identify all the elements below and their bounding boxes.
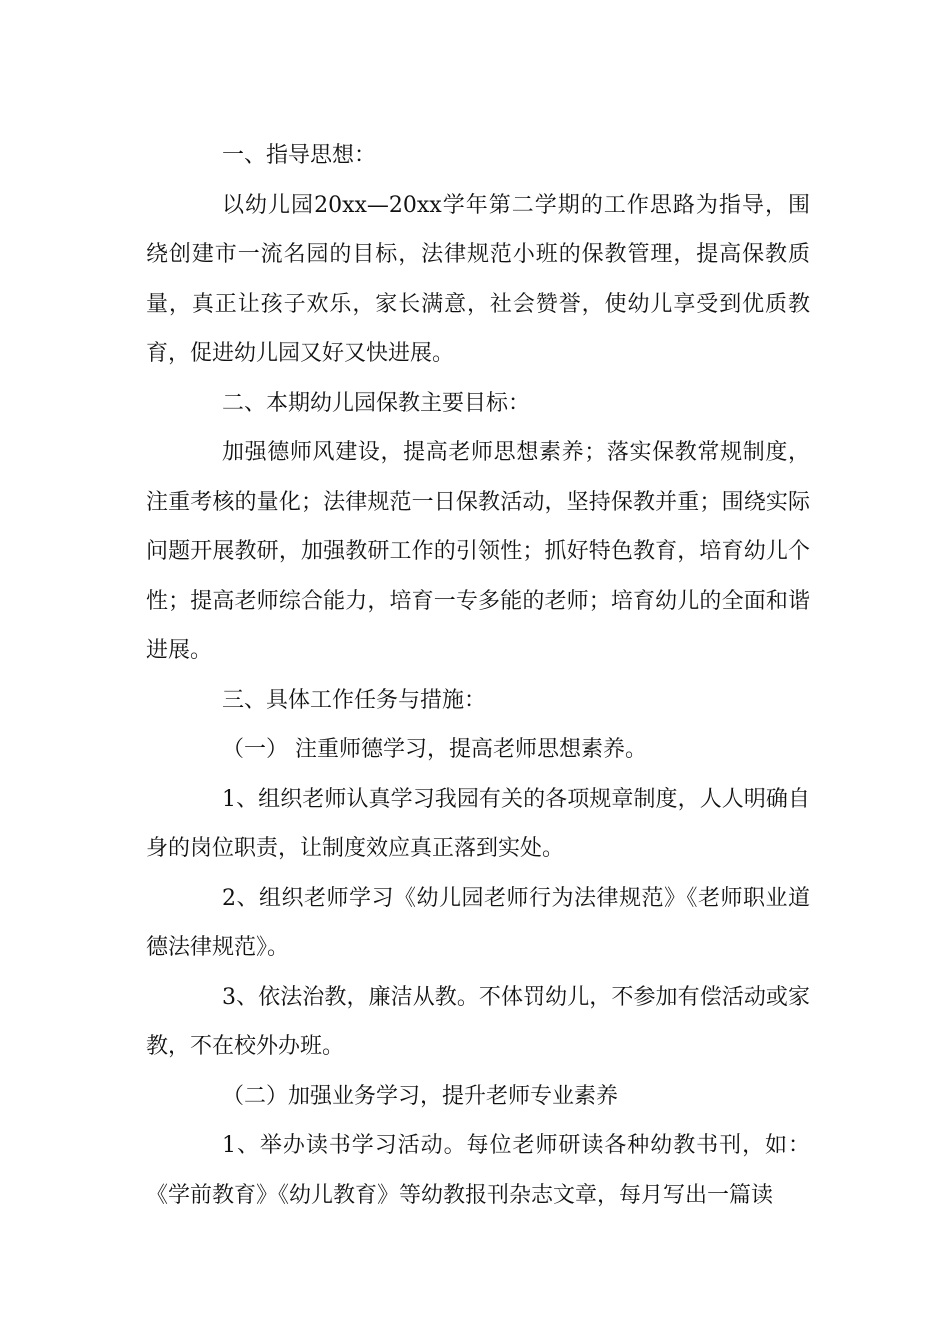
paragraph-main-goals: 加强德师风建设，提高老师思想素养；落实保教常规制度，注重考核的量化；法律规范一日保教活动，坚持保教并重；围绕实际问题开展教研，加强教研工作的引领性；抓好特色教育，培育幼儿个性；提高老师综合能力，培育一专多能的老师；培育幼儿的全面和谐进展。 [146,440,810,663]
list-item: 1、组织老师认真学习我园有关的各项规章制度，人人明确自身的岗位职责，让制度效应真正落到实处。 [146,786,810,861]
paragraph-guiding-thought: 以幼儿园20xx—20xx学年第二学期的工作思路为指导，围绕创建市一流名园的目标，法律规范小班的保教管理，提高保教质量，真正让孩子欢乐，家长满意，社会赞誉，使幼儿享受到优质教育，促进幼儿园又好又快进展。 [146,192,810,366]
subsection-heading-professional-study: （二）加强业务学习，提升老师专业素养 [222,1083,619,1109]
section-heading-guiding-thought: 一、指导思想： [222,143,377,168]
section-heading-tasks-measures: 三、具体工作任务与措施： [222,687,487,713]
list-item: 1、举办读书学习活动。每位老师研读各种幼教书刊，如：《学前教育》《幼儿教育》等幼教报刊杂志文章，每月写出一篇读 [146,1133,810,1208]
list-item: 2、组织老师学习《幼儿园老师行为法律规范》《老师职业道德法律规范》。 [146,885,810,960]
list-item: 3、依法治教，廉洁从教。不体罚幼儿，不参加有偿活动或家教，不在校外办班。 [146,984,810,1059]
section-heading-main-goals: 二、本期幼儿园保教主要目标： [222,390,531,416]
subsection-heading-teacher-ethics: （一） 注重师德学习，提高老师思想素养。 [222,737,647,762]
document-body [146,131,810,1220]
